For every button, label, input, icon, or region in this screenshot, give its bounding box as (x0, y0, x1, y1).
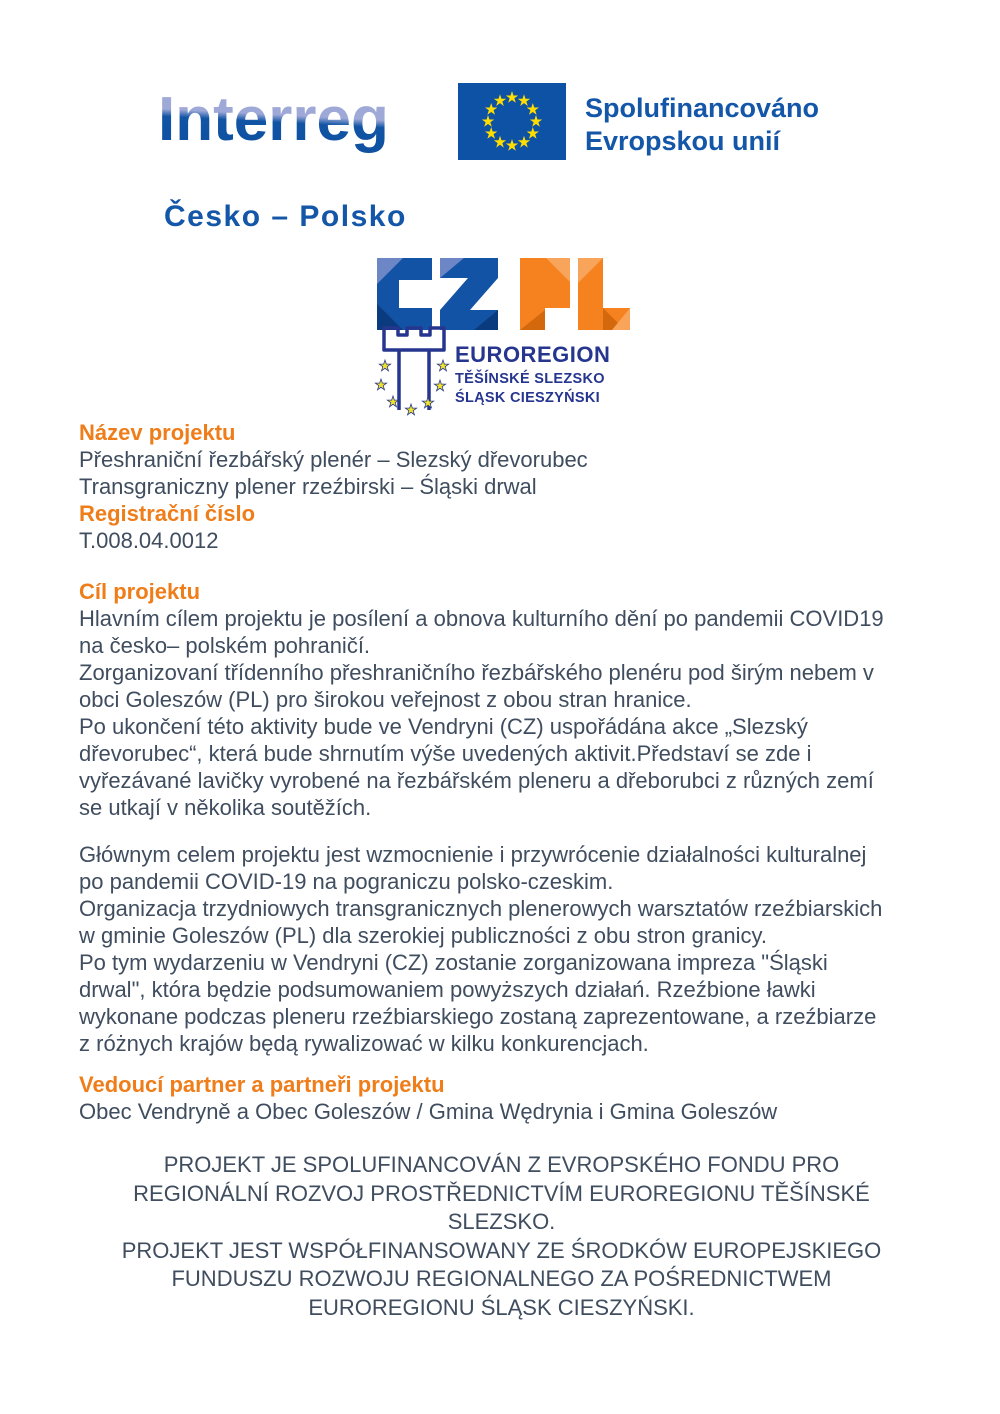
program-title: Česko – Polsko (164, 200, 407, 233)
document-content (79, 419, 924, 1322)
euroregion-tower-icon (372, 320, 456, 420)
eu-cofund-text (585, 92, 819, 158)
goal-text-polish: Głównym celem projektu jest wzmocnienie i przywrócenie działalności kulturalnej po pandemii COVID-19 na pograniczu polsko-czeskim. Organizacja trzydniowych transgranicznych plenerowych warsztatów rzeźbiarskich w gminie Goleszów (PL) dla szerokiej publiczności z obu stron granicy. Po tym wydarzeniu w Vendryni (CZ) zostanie zorganizowana impreza "Śląski drwal", która będzie podsumowaniem powyższych działań. Rzeźbione ławki wykonane podczas pleneru rzeźbiarskiego zostaną zaprezentowane, a rzeźbiarze z różnych krajów będą rywalizować w kilku konkurencjach. (79, 842, 883, 1056)
euroregion-logo-text (455, 342, 610, 406)
partners-heading: Vedoucí partner a partneři projektu (79, 1072, 445, 1097)
goal-text-czech: Hlavním cílem projektu je posílení a obnova kulturního dění po pandemii COVID19 na česko– polském pohraničí. Zorganizovaní třídenního přeshraničního řezbářského plenéru pod širým nebem v obci Goleszów (PL) pro širokou veřejnost z obou stran hranice. Po ukončení této aktivity bude ve Vendryni (CZ) uspořádána akce „Slezský dřevorubec“, která bude shrnutím výše uvedených aktivit.Představí se zde i vyřezávané lavičky vyrobené na řezbářském pleneru a dřeborubci z různých zemí se utkají v několika soutěžích. (79, 606, 884, 820)
cofund-line1: Spolufinancováno (585, 93, 820, 123)
registration-heading: Registrační číslo (79, 501, 256, 526)
partners-names: Obec Vendryně a Obec Goleszów / Gmina Wędrynia i Gmina Goleszów (79, 1099, 778, 1124)
goal-heading: Cíl projektu (79, 579, 201, 604)
euroregion-subname-cz: TĚŠÍNSKÉ SLEZSKO (455, 371, 605, 387)
euroregion-name: EUROREGION (455, 342, 611, 367)
cofund-line2: Evropskou unií (585, 126, 781, 156)
interreg-logo: Interreg (158, 85, 389, 154)
project-name-heading: Název projektu (79, 420, 236, 445)
eu-flag-icon (458, 83, 566, 160)
funding-statement: PROJEKT JE SPOLUFINANCOVÁN Z EVROPSKÉHO FONDU PRO REGIONÁLNÍ ROZVOJ PROSTŘEDNICTVÍM EUROREGIONU TĚŠÍNSKÉ SLEZSKO. PROJEKT JEST WSPÓŁFINANSOWANY ZE ŚRODKÓW EUROPEJSKIEGO FUNDUSZU ROZWOJU REGIONALNEGO ZA POŚREDNICTWEM EUROREGIONU ŚLĄSK CIESZYŃSKI. (121, 1152, 882, 1320)
project-name-lines: Přeshraniční řezbářský plenér – Slezský dřevorubec Transgraniczny plener rzeźbirski – Śląski drwal (79, 447, 588, 499)
euroregion-subname-pl: ŚLĄSK CIESZYŃSKI (455, 390, 600, 406)
registration-number: T.008.04.0012 (79, 528, 219, 553)
